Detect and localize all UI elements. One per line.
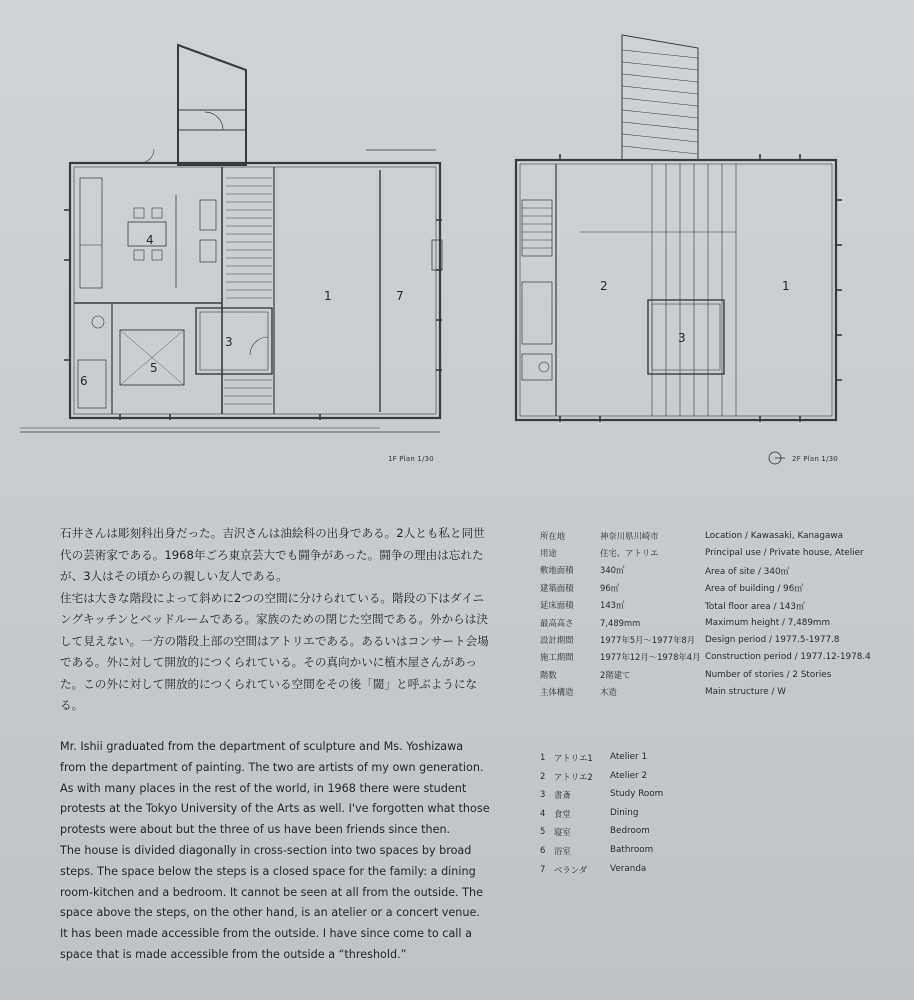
room-number: 6 (540, 844, 546, 855)
info-row (540, 614, 900, 631)
plan1f-label-5: 5 (150, 361, 158, 375)
room-en-name: Atelier 1 (610, 752, 648, 762)
info-jp-value: 96㎡ (600, 582, 620, 593)
info-jp-value: 7,489mm (600, 617, 641, 628)
room-en-name: Bedroom (610, 826, 650, 837)
japanese-paragraph-1: 石井さんは彫刻科出身だった。吉沢さんは油絵科の出身である。2人とも私と同世代の芸術家である。1968年ごろ東京芸大でも闘争があった。闘争の理由は忘れたが、3人はその頃からの親しい友人である。 (60, 526, 485, 583)
building-info-table (540, 527, 900, 701)
english-paragraph-2: The house is divided diagonally in cross-section into two spaces by broad steps. The space below the steps is a closed space for the family: a dining room-kitchen and a bedroom. It cannot be seen at all from the outside. The space above the steps, on the other hand, is an atelier or a concert venue. It has been made accessible from the outside. I have since come to call a space that is made accessible from the outside a “threshold.” (60, 843, 483, 961)
room-legend-item (540, 864, 840, 883)
room-en-name: Study Room (610, 789, 664, 800)
info-row (540, 684, 900, 701)
room-jp-name: 書斎 (554, 790, 571, 801)
info-jp-key: 最高高さ (540, 617, 574, 628)
info-jp-value: 木造 (600, 687, 617, 698)
japanese-paragraph-2: 住宅は大きな階段によって斜めに2つの空間に分けられている。階段の下はダイニングキッチンとベッドルームである。家族のための閉じた空間である。外からは決して見えない。一方の階段上部の空間はアトリエである。あるいはコンサート会場である。外に対して開放的につくられている。その真向かいに植木屋さんがあった。この外に対して開放的につくられている空間をその後「閾」と呼ぶようになる。 (60, 590, 489, 712)
info-jp-key: 階数 (540, 669, 557, 680)
info-jp-value: 住宅、アトリエ (600, 548, 659, 559)
room-en-name: Bathroom (610, 844, 654, 855)
info-jp-key: 敷地面積 (540, 565, 574, 576)
plan1f-label-4: 4 (146, 233, 154, 247)
plan-1f-caption: 1F Plan 1/30 (388, 455, 434, 463)
plan1f-label-1: 1 (324, 289, 332, 303)
info-jp-key: 施工期間 (540, 652, 574, 663)
room-number: 7 (540, 863, 546, 874)
plan2f-label-1: 1 (782, 279, 790, 293)
info-en: Construction period / 1977.12-1978.4 (705, 652, 871, 663)
room-en-name: Dining (610, 807, 639, 818)
plan1f-label-7: 7 (396, 289, 404, 303)
info-jp-key: 延床面積 (540, 600, 574, 611)
info-jp-value: 1977年5月～1977年8月 (600, 635, 696, 646)
room-number: 3 (540, 789, 546, 800)
info-en: Area of building / 96㎡ (705, 584, 804, 595)
room-jp-name: アトリエ1 (554, 753, 593, 763)
floor-plans-drawing (0, 0, 914, 470)
room-legend-item (540, 826, 840, 845)
room-legend-item (540, 808, 840, 827)
info-jp-key: 設計期間 (540, 635, 574, 646)
room-jp-name: ベランダ (554, 864, 588, 875)
info-row (540, 562, 900, 579)
plan1f-label-3: 3 (225, 335, 233, 349)
room-legend-item (540, 771, 840, 790)
info-en: Principal use / Private house, Atelier (705, 548, 864, 559)
japanese-description (60, 523, 490, 717)
info-row (540, 544, 900, 561)
info-en: Maximum height / 7,489mm (705, 617, 831, 628)
english-description (60, 737, 490, 966)
info-en: Area of site / 340㎡ (705, 566, 790, 577)
room-number: 4 (540, 807, 546, 818)
info-jp-key: 用途 (540, 548, 557, 559)
room-jp-name: 食堂 (554, 808, 571, 819)
info-jp-key: 建築面積 (540, 582, 574, 593)
info-en: Location / Kawasaki, Kanagawa (705, 530, 843, 541)
info-row (540, 631, 900, 648)
room-number: 2 (540, 770, 546, 781)
info-jp-value: 340㎡ (600, 565, 625, 576)
info-jp-value: 2階建て (600, 669, 631, 680)
info-en: Total floor area / 143㎡ (705, 601, 805, 612)
info-row (540, 666, 900, 683)
plan-2f-caption: 2F Plan 1/30 (792, 455, 838, 463)
info-row (540, 597, 900, 614)
info-jp-value: 143㎡ (600, 600, 625, 611)
room-jp-name: 寝室 (554, 827, 571, 838)
room-jp-name: アトリエ2 (554, 771, 593, 782)
room-number: 1 (540, 752, 546, 762)
room-number: 5 (540, 826, 546, 837)
english-paragraph-1: Mr. Ishii graduated from the department of sculpture and Ms. Yoshizawa from the department of painting. The two are artists of my own generation. As with many places in the rest of the world, in 1968 there were student protests at the Tokyo University of the Arts as well. I've forgotten what those protests were about but the three of us have been friends since then. (60, 740, 490, 837)
plan2f-label-2: 2 (600, 279, 608, 293)
info-row (540, 579, 900, 596)
info-jp-key: 主体構造 (540, 687, 574, 698)
room-en-name: Atelier 2 (610, 770, 648, 781)
info-en: Main structure / W (705, 687, 786, 698)
info-jp-value: 神奈川県川崎市 (600, 530, 659, 541)
plan2f-label-3: 3 (678, 331, 686, 345)
room-en-name: Veranda (610, 863, 647, 874)
north-arrow-icon (768, 450, 786, 466)
info-jp-value: 1977年12月～1978年4月 (600, 652, 701, 663)
room-legend-item (540, 752, 840, 771)
room-legend-item (540, 845, 840, 864)
room-jp-name: 浴室 (554, 845, 571, 856)
room-legend-item (540, 789, 840, 808)
info-jp-key: 所在地 (540, 530, 566, 541)
info-row (540, 527, 900, 544)
plan1f-label-6: 6 (80, 374, 88, 388)
info-row (540, 649, 900, 666)
info-en: Design period / 1977.5-1977.8 (705, 635, 840, 646)
room-legend (540, 752, 840, 882)
info-en: Number of stories / 2 Stories (705, 669, 832, 680)
